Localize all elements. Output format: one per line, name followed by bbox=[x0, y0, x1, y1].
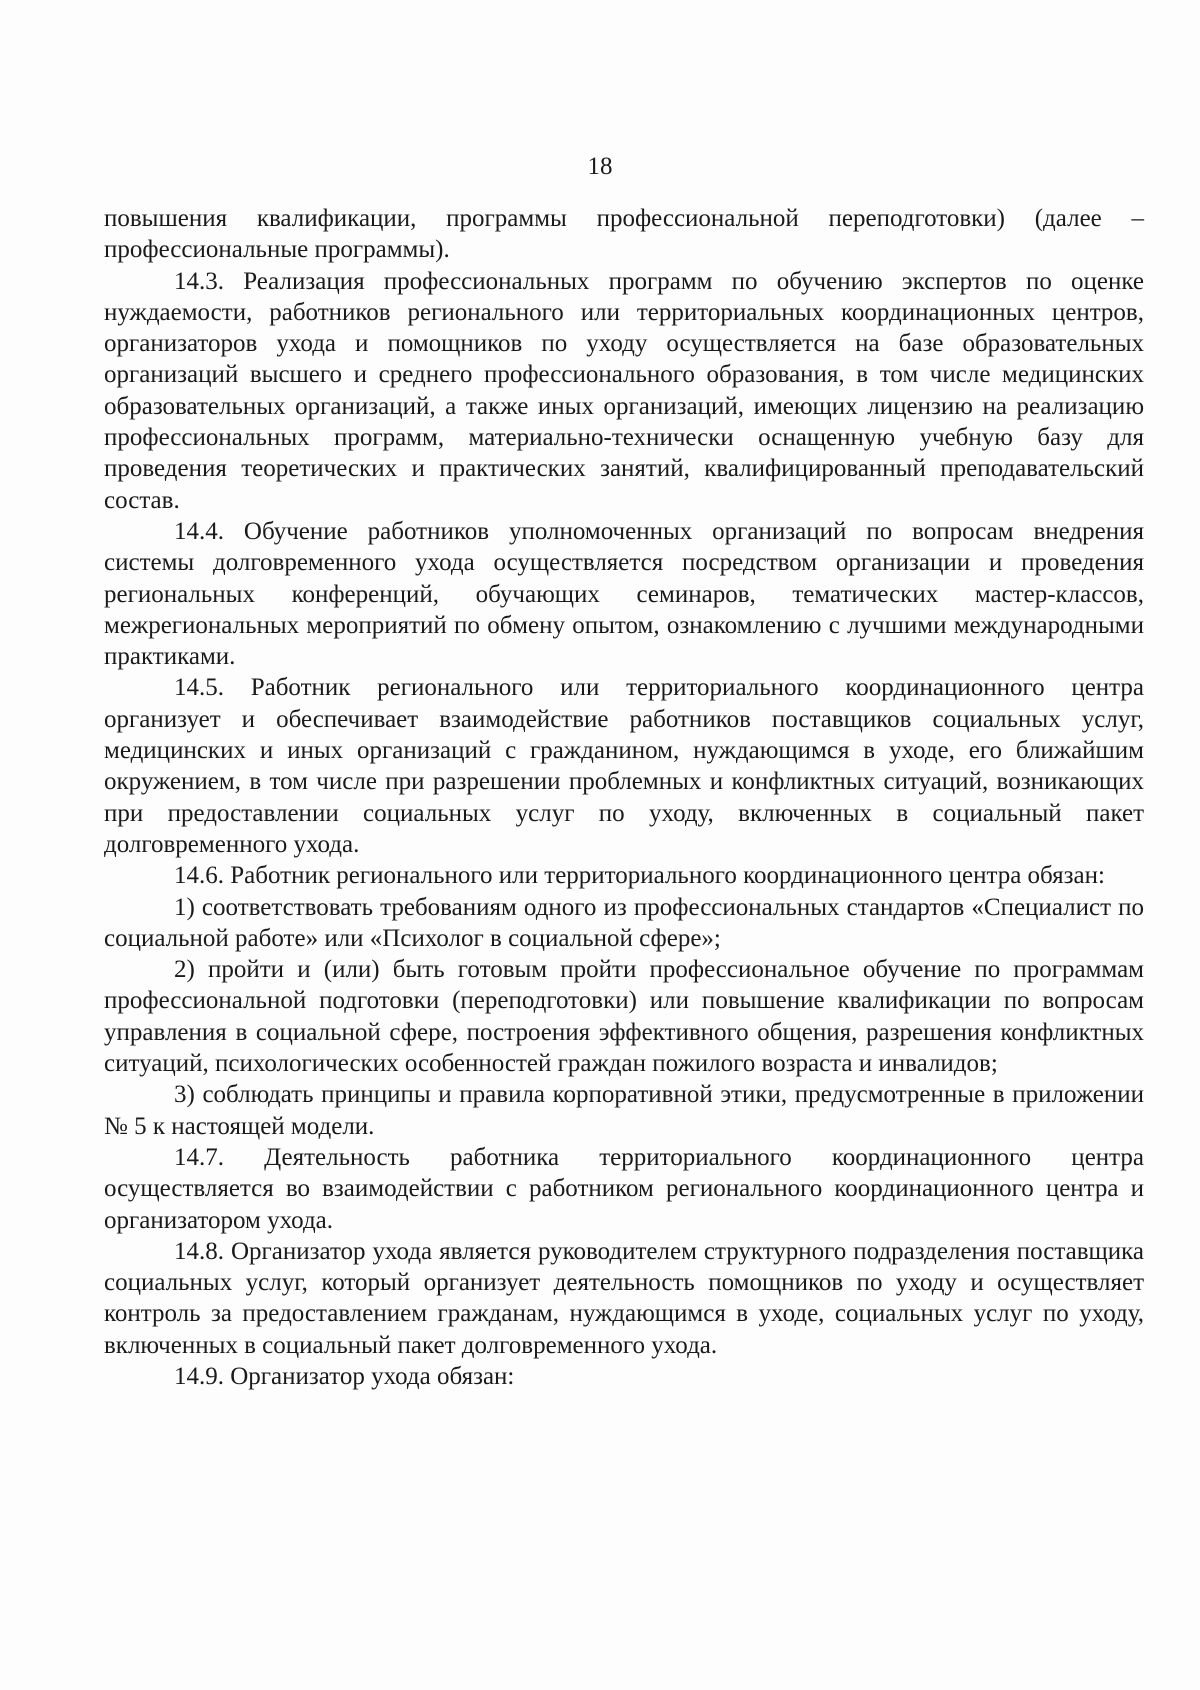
paragraph-14-4: 14.4. Обучение работников уполномоченных организаций по вопросам внедрения системы долговременного ухода осуществляется посредством организации и проведения региональных конференций, обучающих семинаров, тематических мастер-классов, межрегиональных мероприятий по обмену опытом, ознакомлению с лучшими международными практиками. bbox=[104, 517, 1144, 671]
paragraph-14-6: 14.6. Работник регионального или территориального координационного центра обязан: bbox=[174, 862, 1105, 890]
paragraph-14-9: 14.9. Организатор ухода обязан: bbox=[174, 1362, 515, 1390]
list-item-2: 2) пройти и (или) быть готовым пройти профессиональное обучение по программам профессиональной подготовки (переподготовки) или повышение квалификации по вопросам управления в социальной сфере, построения эффективного общения, разрешения конфликтных ситуаций, психологических особенностей граждан пожилого возраста и инвалидов; bbox=[104, 956, 1144, 1078]
paragraph-14-7: 14.7. Деятельность работника территориального координационного центра осуществляется во взаимодействии с работником регионального координационного центра и организатором ухода. bbox=[104, 1143, 1144, 1234]
list-item-3: 3) соблюдать принципы и правила корпоративной этики, предусмотренные в приложении № 5 к настоящей модели. bbox=[104, 1081, 1144, 1140]
document-body bbox=[104, 203, 1144, 1392]
paragraph-14-8: 14.8. Организатор ухода является руководителем структурного подразделения поставщика социальных услуг, который организует деятельность помощников по уходу и осуществляет контроль за предоставлением гражданам, нуждающимся в уходе, социальных услуг по уходу, включенных в социальный пакет долговременного ухода. bbox=[104, 1237, 1144, 1359]
page-number: 18 bbox=[587, 153, 613, 180]
paragraph-14-3: 14.3. Реализация профессиональных программ по обучению экспертов по оценке нуждаемости, работников регионального или территориальных координационных центров, организаторов ухода и помощников по уходу осуществляется на базе образовательных организаций высшего и среднего профессионального образования, в том числе медицинских образовательных организаций, а также иных организаций, имеющих лицензию на реализацию профессиональных программ, материально-технически оснащенную учебную базу для проведения теоретических и практических занятий, квалифицированный преподавательский состав. bbox=[104, 267, 1144, 514]
paragraph-continuation: повышения квалификации, программы профессиональной переподготовки) (далее – профессиональные программы). bbox=[104, 205, 1144, 264]
paragraph-14-5: 14.5. Работник регионального или территориального координационного центра организует и обеспечивает взаимодействие работников поставщиков социальных услуг, медицинских и иных организаций с гражданином, нуждающимся в уходе, его ближайшим окружением, в том числе при разрешении проблемных и конфликтных ситуаций, возникающих при предоставлении социальных услуг по уходу, включенных в социальный пакет долговременного ухода. bbox=[104, 674, 1144, 858]
list-item-1: 1) соответствовать требованиям одного из профессиональных стандартов «Специалист по социальной работе» или «Психолог в социальной сфере»; bbox=[104, 893, 1144, 952]
